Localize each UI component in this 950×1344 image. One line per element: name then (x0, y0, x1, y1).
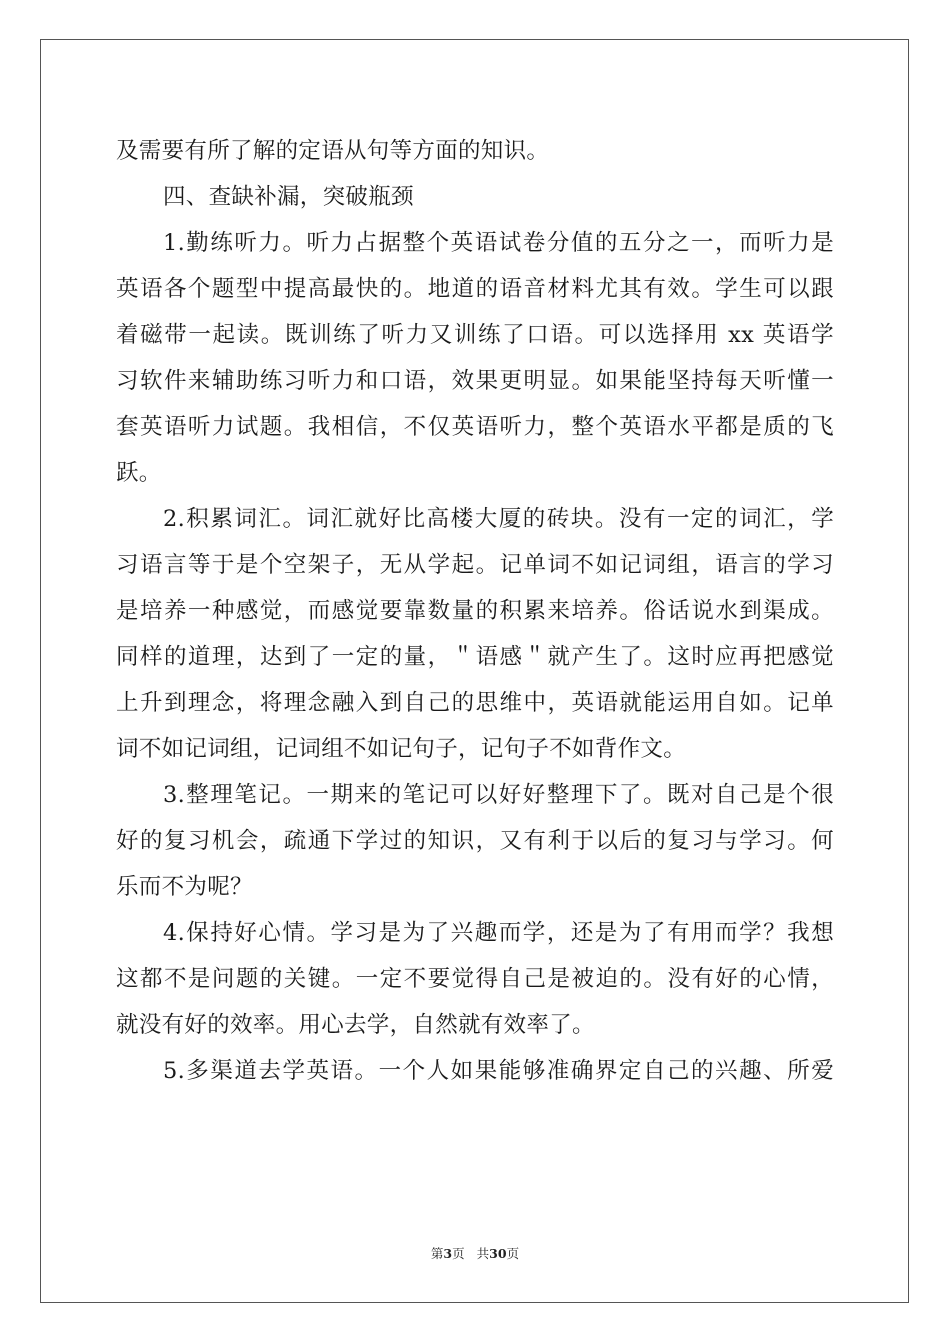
text-line: 跃。 (116, 460, 162, 486)
text-line: 3.整理笔记。一期来的笔记可以好好整理下了。既对自己是个很 (163, 782, 834, 808)
text-line: 2.积累词汇。词汇就好比高楼大厦的砖块。没有一定的词汇，学 (163, 506, 834, 532)
total-pages: 30 (489, 1246, 507, 1261)
page-prefix: 第 (430, 1246, 444, 1261)
page-number: 3 (443, 1246, 453, 1261)
text-line: 是培养一种感觉，而感觉要靠数量的积累来培养。俗话说水到渠成。 (116, 598, 834, 624)
text-line: 习语言等于是个空架子，无从学起。记单词不如记词组，语言的学习 (116, 552, 834, 578)
text-line: 着磁带一起读。既训练了听力又训练了口语。可以选择用 xx 英语学 (116, 322, 834, 348)
document-body (116, 128, 834, 1094)
text-line: 就没有好的效率。用心去学，自然就有效率了。 (116, 1012, 595, 1038)
page-footer (0, 1244, 950, 1262)
text-line: 1.勤练听力。听力占据整个英语试卷分值的五分之一，而听力是 (163, 230, 834, 256)
text-line: 同样的道理，达到了一定的量，＂语感＂就产生了。这时应再把感觉 (116, 644, 834, 670)
text-line: 乐而不为呢？ (116, 874, 253, 900)
text-line: 好的复习机会，疏通下学过的知识，又有利于以后的复习与学习。何 (116, 828, 834, 854)
text-line: 5.多渠道去学英语。一个人如果能够准确界定自己的兴趣、所爱 (163, 1058, 834, 1084)
page-suffix: 页 (452, 1246, 465, 1261)
text-line: 上升到理念，将理念融入到自己的思维中，英语就能运用自如。记单 (116, 690, 834, 716)
text-line: 这都不是问题的关键。一定不要觉得自己是被迫的。没有好的心情， (116, 966, 834, 992)
text-line: 词不如记词组，记词组不如记句子，记句子不如背作文。 (116, 736, 687, 762)
text-line: 四、查缺补漏，突破瓶颈 (163, 184, 414, 210)
total-suffix: 页 (506, 1246, 520, 1261)
text-line: 套英语听力试题。我相信，不仅英语听力，整个英语水平都是质的飞 (116, 414, 834, 440)
text-line: 及需要有所了解的定语从句等方面的知识。 (116, 138, 550, 164)
text-line: 4.保持好心情。学习是为了兴趣而学，还是为了有用而学？我想 (163, 920, 834, 946)
text-line: 英语各个题型中提高最快的。地道的语音材料尤其有效。学生可以跟 (116, 276, 834, 302)
text-line: 习软件来辅助练习听力和口语，效果更明显。如果能坚持每天听懂一 (116, 368, 834, 394)
total-prefix: 共 (476, 1246, 490, 1261)
